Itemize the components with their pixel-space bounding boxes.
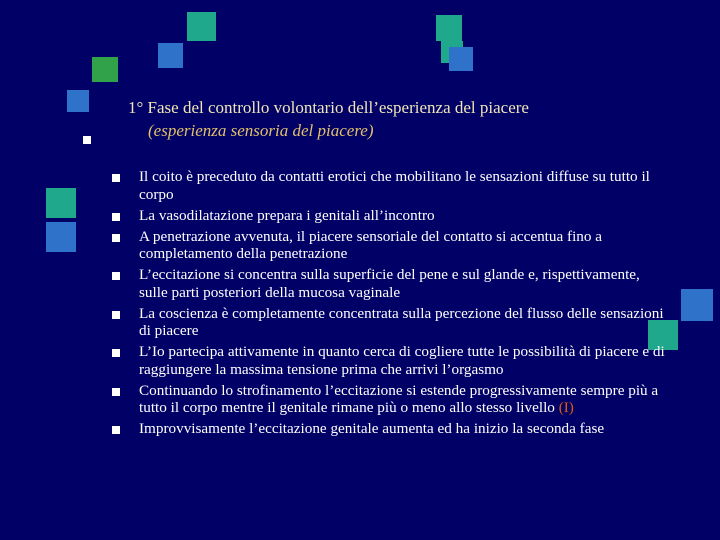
square-bullet-icon [112, 349, 120, 357]
decor-square-top-4 [67, 90, 89, 112]
slide-subtitle: (esperienza sensoria del piacere) [148, 121, 374, 140]
square-bullet-icon [112, 213, 120, 221]
decor-square-top-3 [92, 57, 118, 82]
bullet-text: A penetrazione avvenuta, il piacere sensoriale del contatto si accentua fino a completamento della penetrazione [139, 227, 603, 263]
bullet-item [112, 228, 672, 263]
bullet-item [112, 305, 672, 340]
square-bullet-icon [112, 426, 120, 434]
decor-square-top-2 [158, 43, 183, 68]
decor-square-top-1 [187, 12, 216, 41]
bullet-item [112, 168, 672, 203]
bullet-item [112, 382, 672, 417]
decor-square-left-1 [46, 188, 76, 218]
decor-square-right-top-1 [436, 15, 462, 41]
square-bullet-icon [112, 234, 120, 242]
title-bullet-icon [83, 136, 91, 144]
decor-square-right-1 [681, 289, 713, 321]
bullet-list [112, 168, 672, 441]
bullet-text: La vasodilatazione prepara i genitali all’incontro [139, 206, 435, 224]
decor-square-right-top-3 [449, 47, 473, 71]
square-bullet-icon [112, 272, 120, 280]
slide-title: 1° Fase del controllo volontario dell’esperienza del piacere [128, 98, 529, 117]
square-bullet-icon [112, 174, 120, 182]
bullet-text: L’Io partecipa attivamente in quanto cerca di cogliere tutte le possibilità di piacere e di raggiungere la massima tensione prima che arrivi l’orgasmo [139, 343, 665, 378]
bullet-item [112, 266, 672, 301]
bullet-text: La coscienza è completamente concentrata sulla percezione del flusso delle sensazioni di piacere [139, 304, 664, 340]
bullet-accent-marker: (I) [558, 399, 574, 417]
bullet-text: Il coito è preceduto da contatti erotici che mobilitano le sensazioni diffuse su tutto il corpo [139, 168, 650, 203]
bullet-text: Continuando lo strofinamento l’eccitazione si estende progressivamente sempre più a tutto il corpo mentre il genitale rimane più o meno allo stesso livello [139, 381, 659, 417]
bullet-item [112, 343, 672, 378]
square-bullet-icon [112, 311, 120, 319]
bullet-text: L’eccitazione si concentra sulla superficie del pene e sul glande e, rispettivamente, sulle parti posteriori della mucosa vaginale [139, 266, 640, 301]
bullet-text: Improvvisamente l’eccitazione genitale aumenta ed ha inizio la seconda fase [139, 420, 605, 438]
decor-square-left-2 [46, 222, 76, 252]
bullet-item [112, 207, 672, 225]
square-bullet-icon [112, 388, 120, 396]
bullet-item [112, 420, 672, 438]
